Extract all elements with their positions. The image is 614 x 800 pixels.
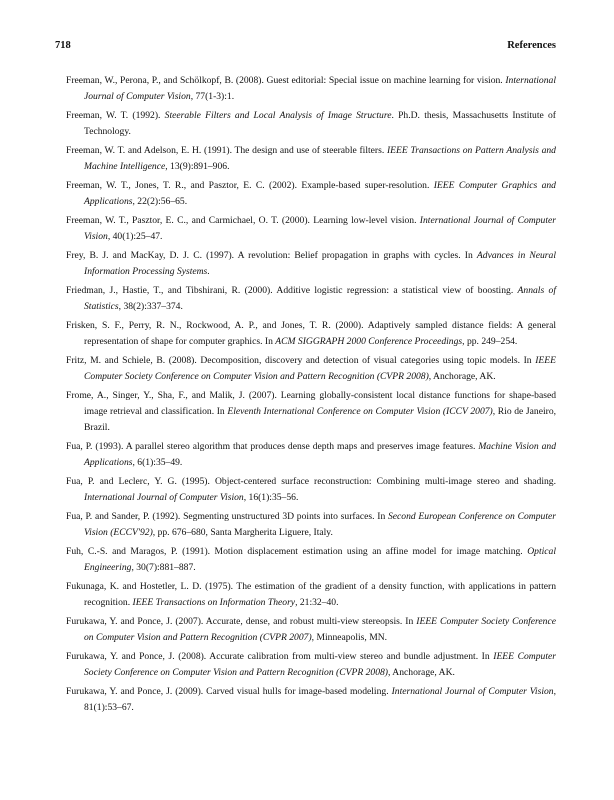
reference-entry: Frey, B. J. and MacKay, D. J. C. (1997). A revolution: Belief propagation in graphs with cycles. In Advances in Neural Information Processing Systems.	[66, 250, 557, 277]
reference-entry: Fua, P. (1993). A parallel stereo algorithm that produces dense depth maps and preserves image features. Machine Vision and Applications, 6(1):35–49.	[66, 441, 556, 468]
running-header	[55, 40, 556, 56]
reference-entry: Frome, A., Singer, Y., Sha, F., and Malik, J. (2007). Learning globally-consistent local distance functions for shape-based image retrieval and classification. In Eleventh International Conference on Computer Vision (ICCV 2007), Rio de Janeiro, Brazil.	[66, 390, 557, 433]
reference-list	[66, 73, 556, 719]
reference-entry: Fritz, M. and Schiele, B. (2008). Decomposition, discovery and detection of visual categories using topic models. In IEEE Computer Society Conference on Computer Vision and Pattern Recognition (CVPR 2008), Anchorage, AK.	[66, 355, 556, 382]
reference-entry: Friedman, J., Hastie, T., and Tibshirani, R. (2000). Additive logistic regression: a statistical view of boosting. Annals of Statistics, 38(2):337–374.	[66, 285, 556, 312]
page-number: 718	[55, 40, 71, 51]
reference-entry: Furukawa, Y. and Ponce, J. (2008). Accurate calibration from multi-view stereo and bundle adjustment. In IEEE Computer Society Conference on Computer Vision and Pattern Recognition (CVPR 2008), Anchorage, AK.	[66, 651, 556, 678]
reference-entry: Freeman, W. T., Jones, T. R., and Pasztor, E. C. (2002). Example-based super-resolution. IEEE Computer Graphics and Applications, 22(2):56–65.	[66, 180, 556, 207]
reference-entry: Fua, P. and Leclerc, Y. G. (1995). Object-centered surface reconstruction: Combining multi-image stereo and shading. International Journal of Computer Vision, 16(1):35–56.	[66, 476, 556, 503]
reference-entry: Freeman, W. T. (1992). Steerable Filters and Local Analysis of Image Structure. Ph.D. thesis, Massachusetts Institute of Technology.	[66, 110, 556, 137]
reference-entry: Freeman, W. T. and Adelson, E. H. (1991). The design and use of steerable filters. IEEE Transactions on Pattern Analysis and Machine Intelligence, 13(9):891–906.	[66, 145, 556, 172]
reference-entry: Furukawa, Y. and Ponce, J. (2007). Accurate, dense, and robust multi-view stereopsis. In IEEE Computer Society Conference on Computer Vision and Pattern Recognition (CVPR 2007), Minneapolis, MN.	[66, 616, 556, 643]
reference-entry: Frisken, S. F., Perry, R. N., Rockwood, A. P., and Jones, T. R. (2000). Adaptively sampled distance fields: A general representation of shape for computer graphics. In ACM SIGGRAPH 2000 Conference Proceedings, pp. 249–254.	[66, 320, 556, 347]
reference-entry: Fukunaga, K. and Hostetler, L. D. (1975). The estimation of the gradient of a density function, with applications in pattern recognition. IEEE Transactions on Information Theory, 21:32–40.	[66, 581, 556, 608]
reference-entry: Furukawa, Y. and Ponce, J. (2009). Carved visual hulls for image-based modeling. International Journal of Computer Vision, 81(1):53–67.	[66, 686, 556, 713]
reference-entry: Freeman, W. T., Pasztor, E. C., and Carmichael, O. T. (2000). Learning low-level vision. International Journal of Computer Vision, 40(1):25–47.	[66, 215, 556, 242]
reference-entry: Fuh, C.-S. and Maragos, P. (1991). Motion displacement estimation using an affine model for image matching. Optical Engineering, 30(7):881–887.	[66, 546, 556, 573]
reference-entry: Freeman, W., Perona, P., and Schölkopf, B. (2008). Guest editorial: Special issue on machine learning for vision. International Journal of Computer Vision, 77(1-3):1.	[66, 75, 556, 102]
section-title: References	[507, 40, 556, 51]
reference-entry: Fua, P. and Sander, P. (1992). Segmenting unstructured 3D points into surfaces. In Second European Conference on Computer Vision (ECCV'92), pp. 676–680, Santa Margherita Liguere, Italy.	[66, 511, 556, 538]
